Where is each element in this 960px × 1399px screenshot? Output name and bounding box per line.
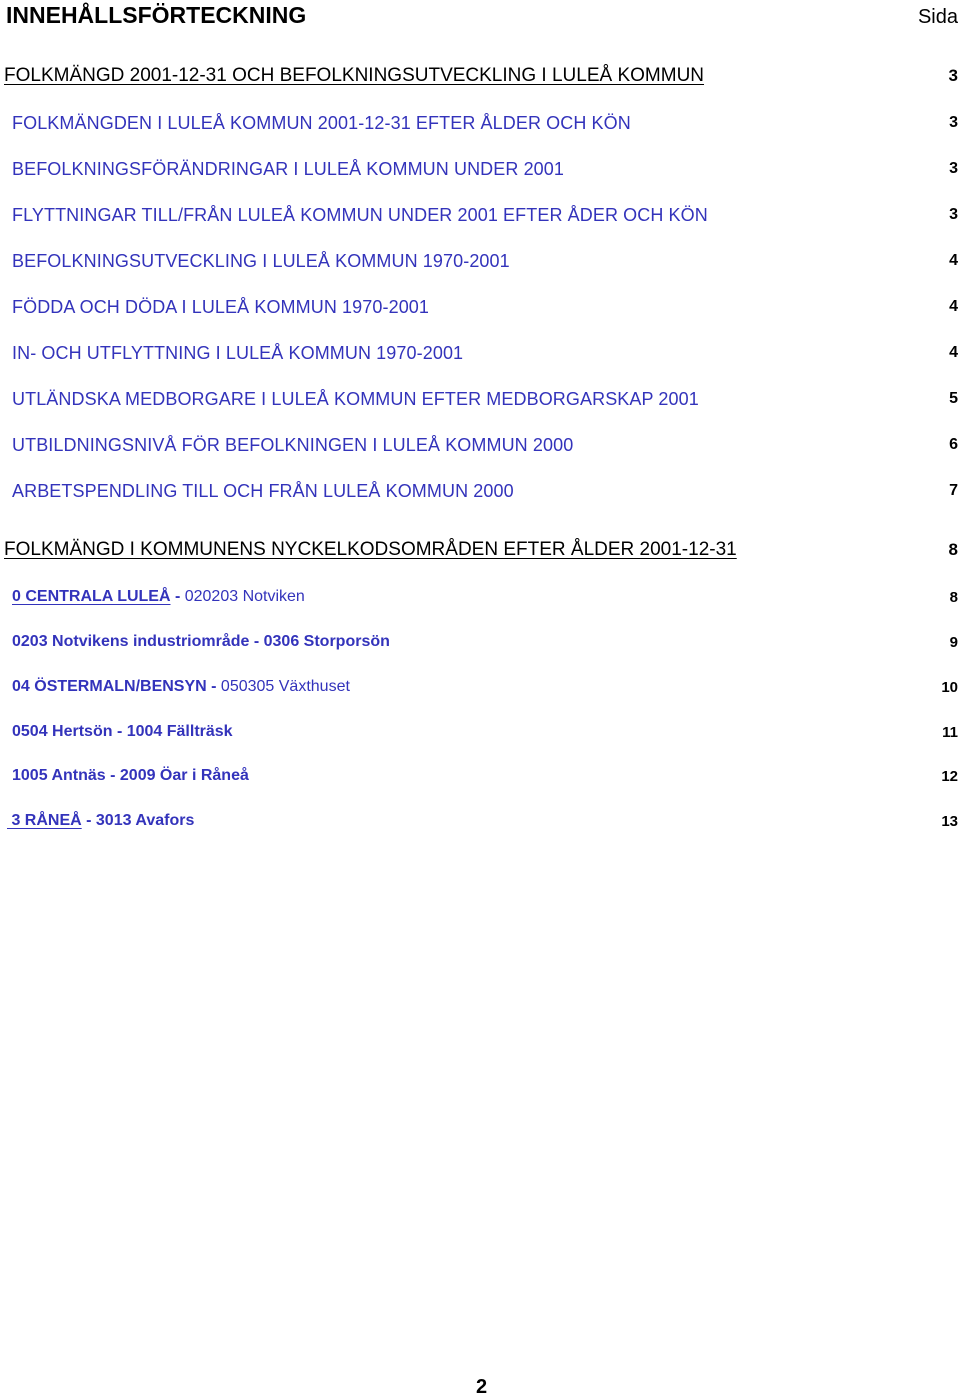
- toc-page-number: 3: [948, 66, 958, 85]
- toc-area-entry[interactable]: [0, 582, 960, 612]
- toc-page-number: 4: [949, 298, 958, 315]
- area-range-end: 020203 Notviken: [184, 588, 305, 605]
- toc-page-number: 12: [941, 767, 958, 785]
- toc-section-label[interactable]: FOLKMÄNGD 2001-12-31 OCH BEFOLKNINGSUTVECKLING I LULEÅ KOMMUN: [4, 65, 705, 86]
- area-heading: 0 CENTRALA LULEÅ: [12, 588, 171, 605]
- toc-page-number: 5: [949, 390, 958, 407]
- toc-area-entry[interactable]: [0, 806, 960, 836]
- toc-section-row[interactable]: [0, 61, 960, 91]
- toc-page-number: 10: [941, 678, 958, 696]
- toc-entry-label[interactable]: ARBETSPENDLING TILL OCH FRÅN LULEÅ KOMMUN 2000: [12, 480, 514, 501]
- toc-page-number: 7: [949, 482, 958, 499]
- toc-entry-label[interactable]: BEFOLKNINGSUTVECKLING I LULEÅ KOMMUN 1970-2001: [12, 250, 510, 271]
- area-heading: 04 ÖSTERMALN/BENSYN: [12, 678, 207, 695]
- toc-area-label[interactable]: [0, 588, 305, 606]
- area-separator: -: [170, 588, 185, 605]
- toc-area-label[interactable]: 1005 Antnäs - 2009 Öar i Råneå: [12, 767, 249, 784]
- toc-area-entry[interactable]: [0, 672, 960, 702]
- toc-entry-label[interactable]: UTBILDNINGSNIVÅ FÖR BEFOLKNINGEN I LULEÅ KOMMUN 2000: [12, 434, 574, 455]
- toc-entry[interactable]: [0, 430, 960, 460]
- area-heading: 3 RÅNEÅ: [7, 812, 82, 829]
- toc-entry-label[interactable]: BEFOLKNINGSFÖRÄNDRINGAR I LULEÅ KOMMUN UNDER 2001: [12, 158, 565, 179]
- area-range-end: 3013 Avafors: [95, 812, 195, 829]
- toc-page-number: 4: [949, 344, 958, 361]
- toc-page-number: 8: [949, 588, 958, 606]
- page-number: 2: [475, 1376, 488, 1398]
- toc-entry[interactable]: [0, 246, 960, 276]
- area-range-end: 050305 Växthuset: [220, 678, 350, 695]
- toc-area-entry[interactable]: [0, 761, 960, 791]
- toc-entry[interactable]: [0, 292, 960, 322]
- toc-entry[interactable]: [0, 108, 960, 138]
- toc-entry[interactable]: [0, 154, 960, 184]
- area-separator: -: [206, 678, 221, 695]
- toc-entry[interactable]: [0, 476, 960, 506]
- toc-area-label[interactable]: 0504 Hertsön - 1004 Fällträsk: [12, 723, 233, 740]
- toc-entry-label[interactable]: IN- OCH UTFLYTTNING I LULEÅ KOMMUN 1970-2001: [12, 342, 464, 363]
- toc-page-number: 13: [941, 812, 958, 830]
- toc-page-number: 9: [949, 633, 958, 651]
- toc-area-label[interactable]: 0203 Notvikens industriområde - 0306 Storporsön: [12, 633, 390, 650]
- toc-area-entry[interactable]: [0, 717, 960, 747]
- toc-page-number: 3: [949, 160, 958, 177]
- toc-area-entry[interactable]: [0, 627, 960, 657]
- toc-page-number: 6: [949, 436, 958, 453]
- toc-area-label[interactable]: [0, 812, 194, 830]
- toc-entry[interactable]: [0, 200, 960, 230]
- toc-section-label[interactable]: FOLKMÄNGD I KOMMUNENS NYCKELKODSOMRÅDEN EFTER ÅLDER 2001-12-31: [4, 539, 737, 560]
- toc-entry-label[interactable]: FLYTTNINGAR TILL/FRÅN LULEÅ KOMMUN UNDER 2001 EFTER ÅDER OCH KÖN: [12, 204, 708, 225]
- toc-section-row[interactable]: [0, 535, 960, 565]
- toc-page-number: 3: [949, 114, 958, 131]
- toc-page-number: 3: [949, 206, 958, 223]
- toc-page-number: 11: [942, 723, 958, 741]
- toc-entry-label[interactable]: FÖDDA OCH DÖDA I LULEÅ KOMMUN 1970-2001: [12, 296, 430, 317]
- area-separator: -: [81, 812, 96, 829]
- toc-page-number: 4: [949, 252, 958, 269]
- toc-entry-label[interactable]: FOLKMÄNGDEN I LULEÅ KOMMUN 2001-12-31 EFTER ÅLDER OCH KÖN: [12, 112, 631, 133]
- page-title: INNEHÅLLSFÖRTECKNING: [6, 2, 307, 28]
- toc-area-label[interactable]: [0, 678, 350, 696]
- toc-entry[interactable]: [0, 338, 960, 368]
- toc-entry[interactable]: [0, 384, 960, 414]
- toc-entry-label[interactable]: UTLÄNDSKA MEDBORGARE I LULEÅ KOMMUN EFTER MEDBORGARSKAP 2001: [12, 388, 699, 409]
- toc-page-number: 8: [948, 540, 958, 559]
- page-column-label: Sida: [917, 6, 958, 28]
